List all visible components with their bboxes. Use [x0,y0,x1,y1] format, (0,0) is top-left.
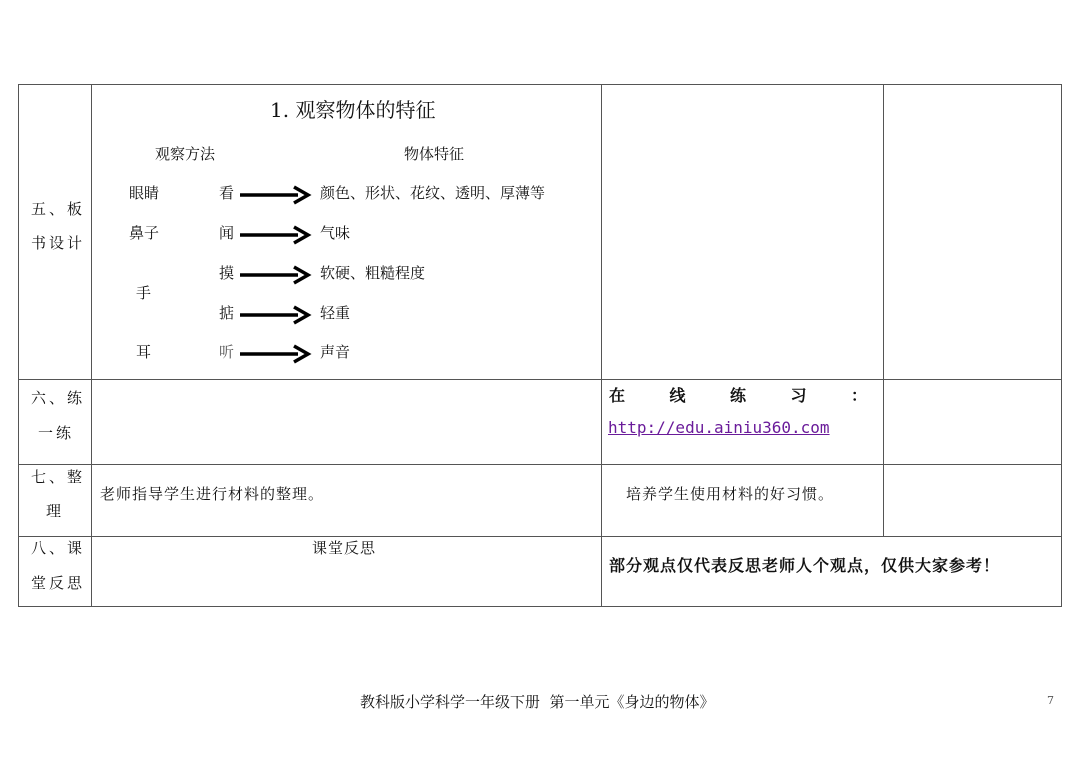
row-divider-1 [18,379,1062,380]
feature-weigh: 轻重 [320,304,351,322]
row7-label-line1: 七、整 [31,468,86,486]
feature-listen: 声音 [320,343,351,361]
row8-label-line1: 八、课 [31,539,86,557]
arrow-icon [240,185,312,205]
col-divider-middle [601,84,602,607]
practice-url-link[interactable]: http://edu.ainiu360.com [608,418,830,437]
row7-label-line2: 理 [46,502,62,520]
online-practice-label [609,383,867,406]
verb-look: 看 [219,184,235,202]
table-border-top [18,84,1062,85]
verb-listen: 听 [219,343,235,361]
organ-hand: 手 [136,284,152,302]
page-number: 7 [1047,694,1054,707]
row-divider-2 [18,464,1062,465]
organize-purpose: 培养学生使用材料的好习惯。 [626,485,835,503]
arrow-icon [240,265,312,285]
verb-weigh: 掂 [219,304,235,322]
feature-look: 颜色、形状、花纹、透明、厚薄等 [320,184,546,202]
board-title: 1. 观察物体的特征 [270,98,436,122]
reflection-note: 部分观点仅代表反思老师人个观点，仅供大家参考！ [609,556,1001,575]
online-char: 线 [669,386,686,405]
verb-touch: 摸 [219,264,235,282]
table-border-right [1061,84,1062,607]
table-border-left [18,84,19,607]
col-divider-label [91,84,92,607]
row6-label-line1: 六、练 [31,389,86,407]
organ-ear: 耳 [136,343,152,361]
online-char: 在 [609,386,626,405]
online-char: 习 [790,386,807,405]
footer-text: 教科版小学科学一年级下册 第一单元《身边的物体》 [360,693,715,711]
feature-touch: 软硬、粗糙程度 [320,264,426,282]
row5-label-line1: 五、板 [31,200,86,218]
online-char: 练 [729,386,746,405]
row-divider-3 [18,536,1062,537]
arrow-icon [240,344,312,364]
arrow-icon [240,225,312,245]
organize-content: 老师指导学生进行材料的整理。 [100,485,325,503]
reflection-content: 课堂反思 [312,539,377,557]
row5-label-line2: 书设计 [31,234,86,252]
col-divider-right [883,84,884,536]
row8-label-line2: 堂反思 [31,574,86,592]
row6-label-line2: 一练 [38,424,75,442]
online-char: ： [850,386,867,405]
verb-smell: 闻 [219,224,235,242]
col-header-feature: 物体特征 [404,145,465,163]
arrow-icon [240,305,312,325]
feature-smell: 气味 [320,224,351,242]
col-header-method: 观察方法 [155,145,216,163]
organ-nose: 鼻子 [129,224,160,242]
organ-eyes: 眼睛 [129,184,160,202]
table-border-bottom [18,606,1062,607]
